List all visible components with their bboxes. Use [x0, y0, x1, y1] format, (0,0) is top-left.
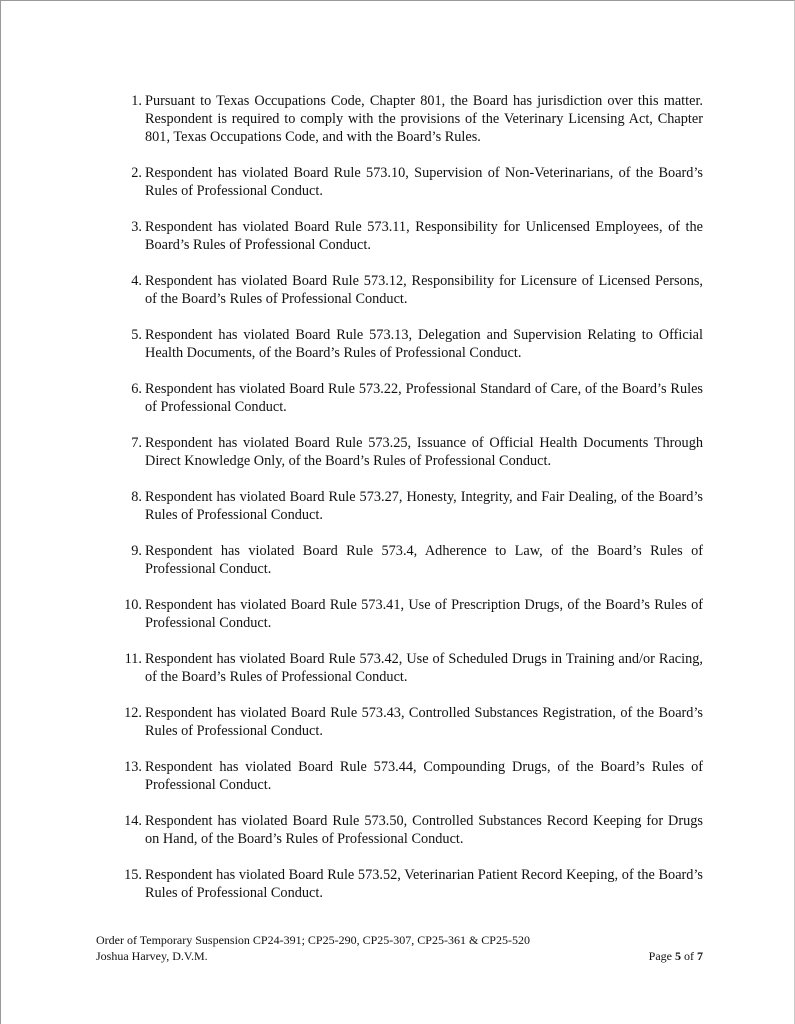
of-word: of: [684, 949, 694, 963]
list-item: [113, 272, 703, 308]
item-text: Respondent has violated Board Rule 573.11, Responsibility for Unlicensed Employees, of the Board’s Rules of Professional Conduct.: [145, 219, 703, 253]
list-item: [113, 92, 703, 146]
item-text: Respondent has violated Board Rule 573.52, Veterinarian Patient Record Keeping, of the Board’s Rules of Professional Conduct.: [145, 867, 703, 901]
item-text: Respondent has violated Board Rule 573.4, Adherence to Law, of the Board’s Rules of Professional Conduct.: [145, 543, 703, 577]
footer-order-title: Order of Temporary Suspension CP24-391; CP25-290, CP25-307, CP25-361 & CP25-520: [96, 933, 530, 947]
list-item: [113, 326, 703, 362]
list-item: [113, 812, 703, 848]
item-number: 15.: [124, 867, 142, 883]
list-item: [113, 164, 703, 200]
item-number: 14.: [124, 813, 142, 829]
page-indicator: [649, 948, 703, 964]
page-total: 7: [697, 949, 703, 963]
item-text: Respondent has violated Board Rule 573.25, Issuance of Official Health Documents Through Direct Knowledge Only, of the Board’s Rules of Professional Conduct.: [145, 435, 703, 469]
item-text: Respondent has violated Board Rule 573.13, Delegation and Supervision Relating to Official Health Documents, of the Board’s Rules of Professional Conduct.: [145, 327, 703, 361]
item-number: 4.: [131, 273, 142, 289]
item-number: 6.: [131, 381, 142, 397]
item-text: Respondent has violated Board Rule 573.50, Controlled Substances Record Keeping for Drugs on Hand, of the Board’s Rules of Professional Conduct.: [145, 813, 703, 847]
list-item: [113, 866, 703, 902]
item-text: Pursuant to Texas Occupations Code, Chapter 801, the Board has jurisdiction over this matter. Respondent is required to comply with the provisions of the Veterinary Licensing Act, Chapter 801, Texas Occupations Code, and with the Board’s Rules.: [145, 93, 703, 145]
item-text: Respondent has violated Board Rule 573.41, Use of Prescription Drugs, of the Board’s Rules of Professional Conduct.: [145, 597, 703, 631]
item-text: Respondent has violated Board Rule 573.43, Controlled Substances Registration, of the Board’s Rules of Professional Conduct.: [145, 705, 703, 739]
list-item: [113, 704, 703, 740]
item-number: 5.: [131, 327, 142, 343]
item-number: 11.: [124, 651, 142, 667]
list-item: [113, 218, 703, 254]
item-number: 10.: [124, 597, 142, 613]
item-number: 13.: [124, 759, 142, 775]
list-item: [113, 542, 703, 578]
list-item: [113, 596, 703, 632]
item-text: Respondent has violated Board Rule 573.10, Supervision of Non-Veterinarians, of the Board’s Rules of Professional Conduct.: [145, 165, 703, 199]
list-item: [113, 434, 703, 470]
findings-list: [113, 92, 703, 920]
page-word: Page: [648, 949, 672, 963]
item-number: 3.: [131, 219, 142, 235]
footer-respondent-name: Joshua Harvey, D.V.M.: [96, 949, 208, 963]
item-number: 9.: [131, 543, 142, 559]
item-number: 12.: [124, 705, 142, 721]
page-number: 5: [675, 949, 681, 963]
item-text: Respondent has violated Board Rule 573.42, Use of Scheduled Drugs in Training and/or Racing, of the Board’s Rules of Professional Conduct.: [145, 651, 703, 685]
list-item: [113, 650, 703, 686]
item-number: 7.: [131, 435, 142, 451]
item-number: 8.: [131, 489, 142, 505]
item-text: Respondent has violated Board Rule 573.12, Responsibility for Licensure of Licensed Persons, of the Board’s Rules of Professional Conduct.: [145, 273, 703, 307]
item-text: Respondent has violated Board Rule 573.44, Compounding Drugs, of the Board’s Rules of Professional Conduct.: [145, 759, 703, 793]
list-item: [113, 488, 703, 524]
item-text: Respondent has violated Board Rule 573.27, Honesty, Integrity, and Fair Dealing, of the Board’s Rules of Professional Conduct.: [145, 489, 703, 523]
item-number: 2.: [131, 165, 142, 181]
page-footer: [96, 932, 703, 964]
item-text: Respondent has violated Board Rule 573.22, Professional Standard of Care, of the Board’s Rules of Professional Conduct.: [145, 381, 703, 415]
list-item: [113, 758, 703, 794]
item-number: 1.: [131, 93, 142, 109]
list-item: [113, 380, 703, 416]
